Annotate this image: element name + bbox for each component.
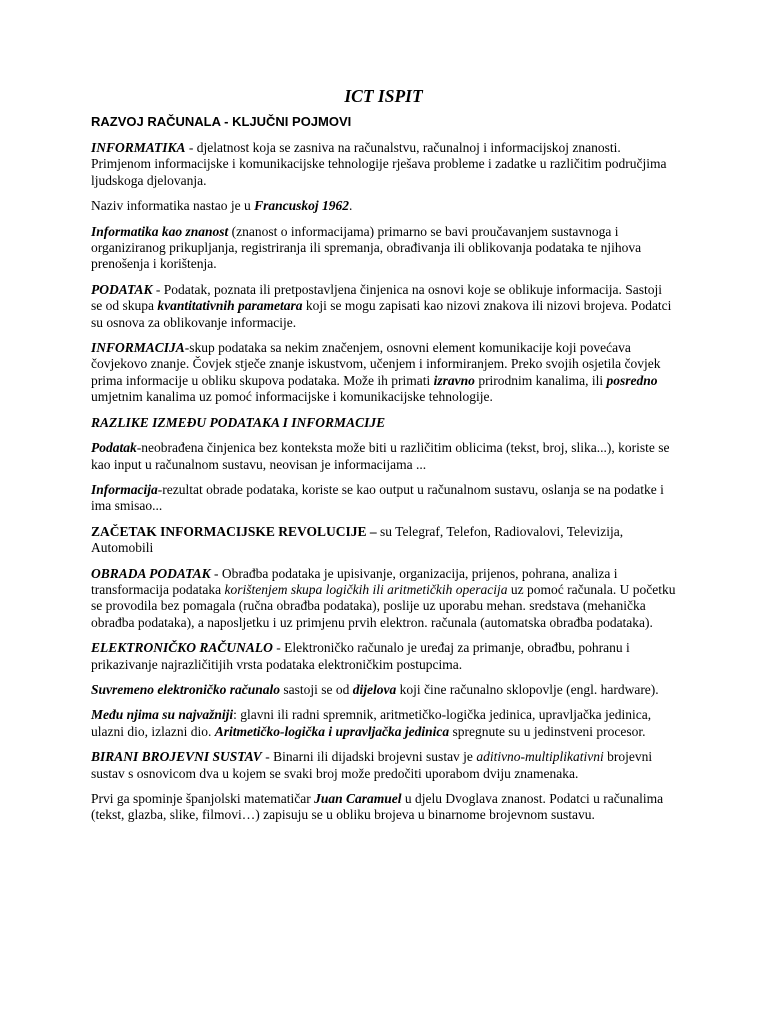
emphasized-text: Informatika kao znanost xyxy=(91,223,229,239)
text-run: uz pomoć računala. U početku se provodila bez pomagala (ručna obrađba podataka), poslije uz uporabu mehan. sredstava (mehanička obrađba podataka), a naposljetku i uz primjenu prvih elektron. računala (automatska obrađba podataka). xyxy=(91,581,676,630)
text-run: - Obrađba podataka je upisivanje, organizacija, prijenos, pohrana, analiza i transformacija podataka xyxy=(91,565,618,597)
paragraph xyxy=(91,749,676,782)
text-run: sastoji se od xyxy=(280,681,353,697)
emphasized-text: Aritmetičko-logička i upravljačka jedinica xyxy=(214,723,450,739)
paragraph xyxy=(91,482,676,515)
emphasized-text: Podatak xyxy=(91,440,137,456)
emphasized-text: RAZLIKE IZMEĐU PODATAKA I INFORMACIJE xyxy=(91,414,386,430)
emphasized-text: Juan Caramuel xyxy=(314,791,402,806)
emphasized-text: Informacija xyxy=(91,481,158,497)
emphasized-text: BIRANI BROJEVNI SUSTAV xyxy=(91,749,262,765)
text-run: umjetnim kanalima uz pomoć informacijske i komunikacijske tehnologije. xyxy=(91,389,493,405)
text-run: : glavni ili radni spremnik, aritmetičko-logička jedinica, upravljačka jedinica, ulazni dio, izlazni dio. xyxy=(91,707,652,739)
text-run: koji čine računalno sklopovlje (engl. hardware). xyxy=(396,681,659,697)
document-title: ICT ISPIT xyxy=(344,86,423,106)
emphasized-text: kvantitativnih parametara xyxy=(157,298,303,314)
section-heading: RAZVOJ RAČUNALA - KLJUČNI POJMOVI xyxy=(91,114,352,129)
emphasized-text: dijelova xyxy=(352,681,397,697)
emphasized-text: PODATAK xyxy=(91,281,153,297)
text-run: spregnute su u jedinstveni procesor. xyxy=(449,723,646,739)
paragraph xyxy=(91,340,676,406)
emphasized-text: Suvremeno elektroničko računalo xyxy=(91,681,281,697)
paragraph xyxy=(91,566,676,632)
text-run: - Binarni ili dijadski brojevni sustav je xyxy=(261,749,477,765)
paragraph xyxy=(91,140,676,189)
document-body xyxy=(91,140,676,824)
emphasized-text: Francuskoj 1962 xyxy=(254,198,349,214)
paragraph xyxy=(91,524,676,557)
paragraph xyxy=(91,224,676,273)
paragraph xyxy=(91,640,676,673)
emphasized-text: izravno xyxy=(433,372,475,388)
text-run: -skup podataka sa nekim značenjem, osnovni element komunikacije koji povećava čovjekovo znanje. Čovjek stječe znanje iskustvom, učenjem i informiranjem. Preko svojih osjetila čovjek prima informacije u obliku skupova podataka. Može ih primati xyxy=(91,340,661,388)
emphasized-text: posredno xyxy=(606,372,658,388)
paragraph xyxy=(91,440,676,473)
text-run: koji se mogu zapisati kao nizovi znakova ili nizovi brojeva. Podatci su osnova za oblikovanje informacije. xyxy=(91,298,672,330)
text-run: prirodnim kanalima, ili xyxy=(474,372,607,388)
emphasized-text: korištenjem skupa logičkih ili aritmetičkih operacija xyxy=(224,581,508,597)
emphasized-text: INFORMACIJA xyxy=(91,340,185,356)
paragraph xyxy=(91,707,676,740)
emphasized-text: Među njima su najvažniji xyxy=(91,707,234,723)
text-run: Naziv informatika nastao je u xyxy=(91,198,255,214)
text-run: . xyxy=(348,198,353,214)
paragraph xyxy=(91,791,676,824)
text-run: (znanost o informacijama) primarno se bavi proučavanjem sustavnoga i organiziranog prikupljanja, registriranja ili spremanja, obrađivanja ili oblikovanja podataka te njihova prenošenja i korištenja. xyxy=(91,223,642,272)
text-run: - djelatnost koja se zasniva na računalstvu, računalnoj i informacijskoj znanosti. Primjenom informacijske i komunikacijske tehnologije rješava probleme i zadatke u različitim područjima ljudskoga djelovanja. xyxy=(91,140,667,188)
emphasized-text: INFORMATIKA xyxy=(91,140,186,155)
emphasized-text: aditivno-multiplikativni xyxy=(476,749,604,765)
text-run: su Telegraf, Telefon, Radiovalovi, Televizija, Automobili xyxy=(91,523,624,556)
paragraph xyxy=(91,282,676,331)
text-run: - Podatak, poznata ili pretpostavljena činjenica na osnovi koje se oblikuje informacija. Sastoji se od skupa xyxy=(91,281,663,314)
document-page xyxy=(91,86,676,833)
text-run: -neobrađena činjenica bez konteksta može biti u različitim oblicima (tekst, broj, slika...), koriste se kao input u računalnom sustavu, neovisan je informacijama ... xyxy=(91,440,670,472)
paragraph xyxy=(91,198,676,214)
text-run: - Elektroničko računalo je uređaj za primanje, obrađbu, pohranu i prikazivanje najrazličitijih vrsta podataka elektroničkim postupcima. xyxy=(91,640,630,672)
text-run: brojevni sustav s osnovicom dva u kojem se svaki broj može predočiti uporabom dviju znamenaka. xyxy=(91,749,653,781)
paragraph xyxy=(91,415,676,431)
emphasized-text: ELEKTRONIČKO RAČUNALO xyxy=(91,640,273,656)
text-run: u djelu Dvoglava znanost. Podatci u računalima (tekst, glazba, slike, filmovi…) zapisuju se u obliku brojeva u binarnome brojevnom sustavu. xyxy=(91,791,664,823)
text-run: Prvi ga spominje španjolski matematičar xyxy=(91,791,315,806)
emphasized-text: OBRADA PODATAK xyxy=(91,565,211,581)
paragraph xyxy=(91,682,676,698)
text-run: -rezultat obrade podataka, koriste se kao output u računalnom sustavu, oslanja se na podatke i ima smisao... xyxy=(91,481,664,514)
emphasized-text: ZAČETAK INFORMACIJSKE REVOLUCIJE – xyxy=(91,523,377,539)
